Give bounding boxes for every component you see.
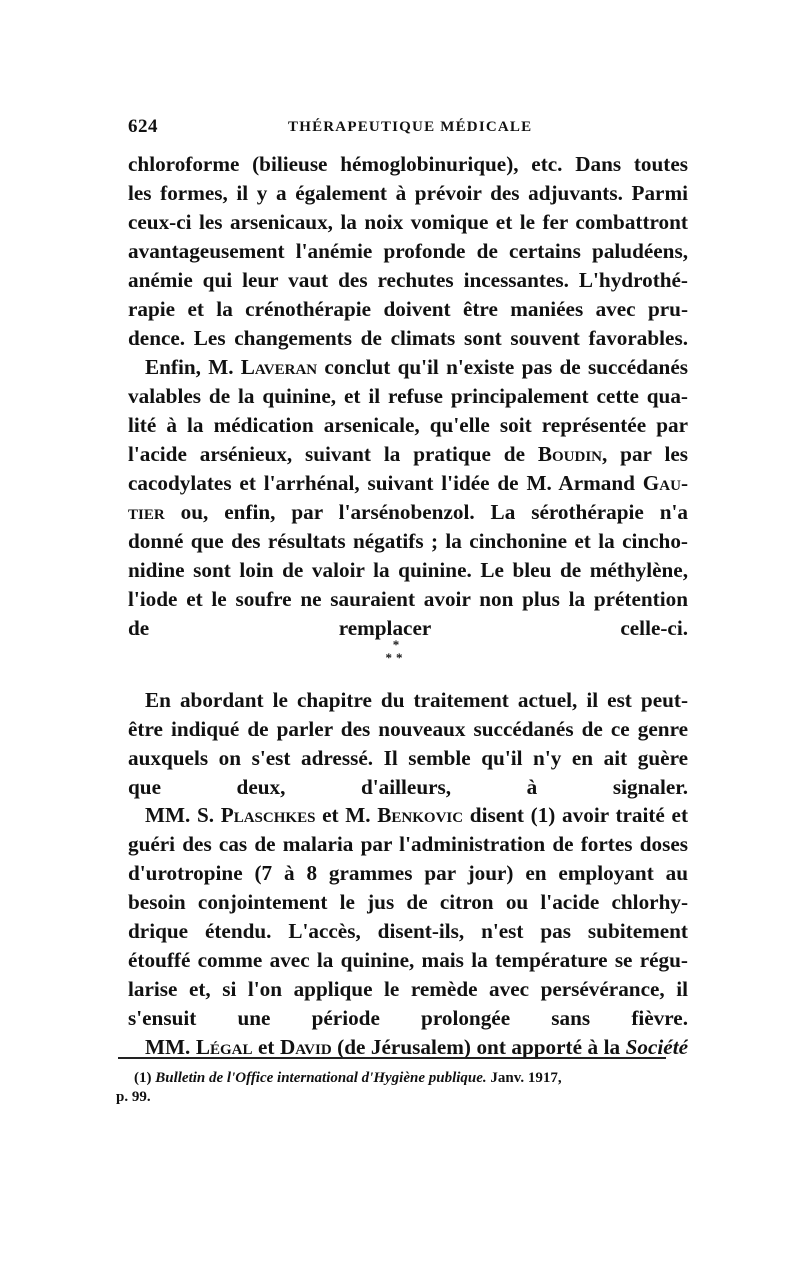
asterism-bottom: ** <box>385 650 407 665</box>
text-line: drique étendu. L'accès, disent-ils, n'est pas subitement <box>128 919 688 943</box>
text-line: étouffé comme avec la quinine, mais la température se régu- <box>128 948 688 972</box>
section-asterism <box>376 638 416 672</box>
text-line: valables de la quinine, et il refuse principalement cette qua- <box>128 384 688 408</box>
footnote <box>116 1069 676 1107</box>
text-line: que deux, d'ailleurs, à signaler. <box>128 775 688 799</box>
paragraph-4 <box>128 801 688 1033</box>
author-name-boudin: Boudin <box>537 442 602 466</box>
society-name: Société <box>625 1035 688 1059</box>
text-line: dence. Les changements de climats sont souvent favorables. <box>128 326 688 350</box>
text-line: être indiqué de parler des nouveaux succédanés de ce genre <box>128 717 688 741</box>
author-name-gautier-cont: tier <box>128 500 165 524</box>
text-line: besoin conjointement le jus de citron ou l'acide chlorhy- <box>128 890 688 914</box>
paragraph-1 <box>128 150 688 353</box>
running-header <box>128 116 688 140</box>
footnote-title: Bulletin de l'Office international d'Hygiène publique. <box>155 1070 487 1086</box>
text-segment: conclut qu'il n'existe pas de succédanés <box>317 355 688 379</box>
text-line: En abordant le chapitre du traitement actuel, il est peut- <box>145 688 688 712</box>
text-line: d'urotropine (7 à 8 grammes par jour) en employant au <box>128 861 688 885</box>
text-segment: ou, enfin, par l'arsénobenzol. La sérothérapie n'a <box>164 500 688 524</box>
text-line: de remplacer celle-ci. <box>128 616 688 640</box>
text-line <box>128 440 688 469</box>
text-line: donné que des résultats négatifs ; la cinchonine et la cincho- <box>128 529 688 553</box>
text-line: avantageusement l'anémie profonde de certains paludéens, <box>128 239 688 263</box>
text-line: guéri des cas de malaria par l'administration de fortes doses <box>128 832 688 856</box>
author-name-laveran: Laveran <box>240 355 318 379</box>
text-segment: (de Jérusalem) ont apporté à la <box>331 1035 626 1059</box>
text-line <box>128 801 688 830</box>
text-segment: l'acide arsénieux, suivant la pratique de <box>128 442 538 466</box>
text-segment: Enfin, M. <box>145 355 241 379</box>
paragraph-3 <box>128 686 688 802</box>
text-line <box>128 469 688 498</box>
text-line: auxquels on s'est adressé. Il semble qu'il n'y en ait guère <box>128 746 688 770</box>
author-name-david: David <box>279 1035 332 1059</box>
footnote-date: Janv. 1917, <box>490 1070 562 1086</box>
text-segment: et <box>252 1035 280 1059</box>
text-line <box>128 498 688 527</box>
text-segment: disent (1) avoir traité et <box>463 803 688 827</box>
text-line: larise et, si l'on applique le remède avec persévérance, il <box>128 977 688 1001</box>
footnote-page: p. 99. <box>116 1089 151 1105</box>
text-line: nidine sont loin de valoir la quinine. Le bleu de méthylène, <box>128 558 688 582</box>
text-line: chloroforme (bilieuse hémoglobinurique), etc. Dans toutes <box>128 152 688 176</box>
text-line: s'ensuit une période prolongée sans fièvre. <box>128 1006 688 1030</box>
asterism-top: * <box>392 637 400 652</box>
text-segment: cacodylates et l'arrhénal, suivant l'idée de M. Armand <box>128 471 643 495</box>
text-segment: , par les <box>602 442 688 466</box>
text-line: l'iode et le soufre ne sauraient avoir non plus la prétention <box>128 587 688 611</box>
footnote-line <box>116 1069 676 1088</box>
text-segment: MM. <box>145 1035 196 1059</box>
text-line: lité à la médication arsenicale, qu'elle soit représentée par <box>128 413 688 437</box>
page-number: 624 <box>128 116 158 137</box>
text-line: rapie et la crénothérapie doivent être maniées avec pru- <box>128 297 688 321</box>
paragraph-2 <box>128 353 688 643</box>
running-title: THÉRAPEUTIQUE MÉDICALE <box>288 119 533 135</box>
footnote-rule <box>118 1057 666 1059</box>
text-line: les formes, il y a également à prévoir des adjuvants. Parmi <box>128 181 688 205</box>
author-name-legal: Légal <box>195 1035 253 1059</box>
text-line: ceux-ci les arsenicaux, la noix vomique et le fer combattront <box>128 210 688 234</box>
author-name-benkovic: Benkovic <box>377 803 464 827</box>
text-line <box>128 353 688 382</box>
footnote-marker: (1) <box>134 1070 152 1086</box>
text-segment: et M. <box>315 803 378 827</box>
text-segment: MM. S. <box>145 803 221 827</box>
text-line: anémie qui leur vaut des rechutes incessantes. L'hydrothé- <box>128 268 688 292</box>
author-name-plaschkes: Plaschkes <box>220 803 316 827</box>
author-name-gautier: Gau- <box>642 471 688 495</box>
